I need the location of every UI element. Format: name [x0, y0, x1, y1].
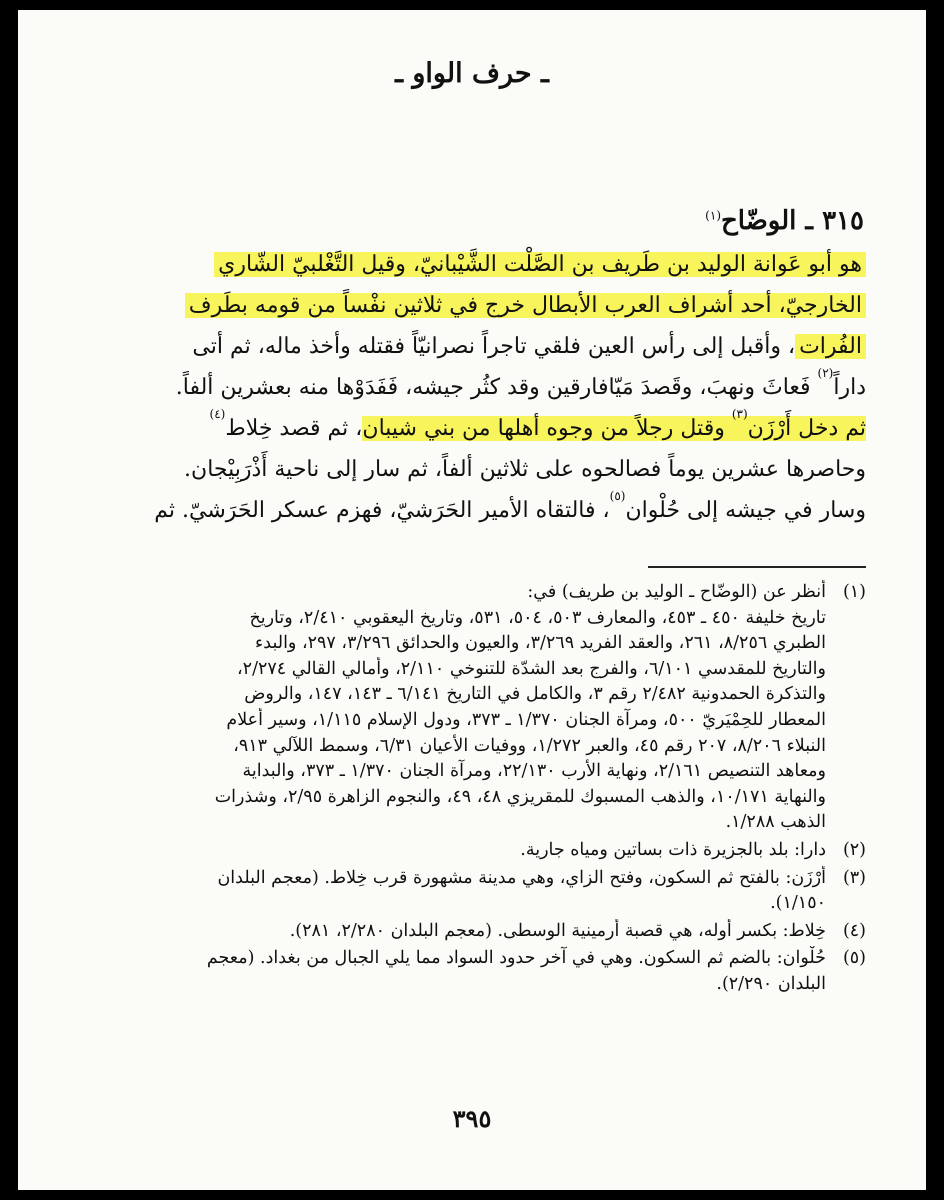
- footnote: [76, 580, 866, 836]
- footnote-line: خِلاط: بكسر أوله، هي قصبة أرمينية الوسطى. (معجم البلدان ٢/٢٨٠، ٢٨١).: [289, 920, 826, 941]
- highlighted-text: الفُرات: [795, 334, 866, 359]
- footnote-line: النبلاء ٨/٢٠٦، ٢٠٧ رقم ٤٥، والعبر ١/٢٧٢، ووفيات الأعيان ٦/٣١، وسمط اللآلي ٩١٣،: [233, 735, 826, 756]
- body-text: وقتل رجلاً من وجوه أهلها من بني شيبان: [362, 416, 732, 441]
- body-text: فَعاثَ ونهبَ، وقَصدَ مَيّافارقين وقد كثُر جيشه، فَفَدَوْها منه بعشرين ألفاً.: [175, 375, 818, 400]
- footnote-number: (١): [842, 582, 866, 602]
- footnote-line: الذهب ١/٢٨٨.: [725, 812, 826, 833]
- footnote: [76, 838, 866, 864]
- footnote: [76, 866, 866, 917]
- footnote-line: ١/١٥٠).: [770, 893, 826, 914]
- highlighted-text: هو أبو عَوانة الوليد بن طَريف بن الصَّلْت الشَّيْبانيّ، وقيل التَّغْلبيّ الشّاري: [214, 252, 866, 277]
- body-text: ثم دخل أَرْزَن: [747, 416, 866, 441]
- footnote-line: أَرْزَن: بالفتح ثم السكون، وفتح الزاي، وهي مدينة مشهورة قرب خِلاط. (معجم البلدان: [217, 867, 826, 888]
- footnote-number: (٣): [842, 867, 866, 888]
- footnote-line: دارا: بلد بالجزيرة ذات بساتين ومياه جارية.: [520, 839, 826, 860]
- entry-body: [78, 244, 866, 531]
- footnote-line: المعطار للحِمْيَريّ ٥٠٠، ومرآة الجنان ١/٣٧٠ ـ ٣٧٣، ودول الإسلام ١/١١٥، وسير أعلام: [226, 709, 826, 730]
- footnote: [76, 919, 866, 945]
- footnote-line: والتاريخ للمقدسي ٦/١٠١، والفرج بعد الشدّة للتنوخي ٢/١١٠، وأمالي القالي ٢/٢٧٤،: [237, 658, 826, 679]
- footnote-body: [76, 919, 826, 945]
- footnote-body: [76, 580, 826, 836]
- footnote-body: [76, 946, 826, 997]
- body-line: [78, 449, 866, 490]
- body-text: ، فالتقاه الأمير الحَرَشيّ، فهزم عسكر الحَرَشيّ. ثم: [154, 498, 610, 523]
- footnote-line: البلدان ٢/٢٩٠).: [716, 973, 826, 994]
- body-line: [78, 490, 866, 531]
- footnote-line: حُلْوان: بالضم ثم السكون. وهي في آخر حدود السواد مما يلي الجبال من بغداد. (معجم: [206, 948, 826, 969]
- footnote-ref: (٣): [731, 408, 748, 421]
- body-line: [78, 244, 866, 285]
- highlighted-text: [362, 408, 866, 441]
- footnote-line: الطبري ٨/٢٥٦، ٢٦١، والعقد الفريد ٣/٢٦٩، والعيون والحدائق ٣/٢٩٦، ٢٩٧، والبدء: [255, 633, 826, 654]
- body-line: [78, 285, 866, 326]
- body-text: وحاصرها عشرين يوماً فصالحوه على ثلاثين ألفاً، ثم سار إلى ناحية أَذْرَبِيْجان.: [184, 457, 866, 482]
- footnote-line: تاريخ خليفة ٤٥٠ ـ ٤٥٣، والمعارف ٥٠٣، ٥٠٤، ٥٣١، وتاريخ اليعقوبي ٢/٤١٠، وتاريخ: [249, 607, 826, 628]
- footnote-line: والنهاية ١٠/١٧١، والذهب المسبوك للمقريزي ٤٨، ٤٩، والنجوم الزاهرة ٢/٩٥، وشذرات: [214, 786, 826, 807]
- footnote-body: [76, 838, 826, 864]
- entry-title-text: ٣١٥ ـ الوضّاح: [721, 206, 864, 236]
- footnote-ref: (٤): [209, 408, 226, 421]
- highlighted-text: الخارجيّ، أحد أشراف العرب الأبطال خرج في ثلاثين نفْساً من قومه بطَرف: [185, 293, 866, 318]
- page-header: ـ حرف الواو ـ: [395, 58, 549, 89]
- page-number: ٣٩٥: [452, 1104, 492, 1133]
- footnote-line: والتذكرة الحمدونية ٢/٤٨٢ رقم ٣، والكامل في التاريخ ٦/١٤١ ـ ١٤٣، ١٤٧، والروض: [244, 684, 826, 705]
- footnote-body: [76, 866, 826, 917]
- body-line: [78, 408, 866, 449]
- footnote-number: (٥): [842, 948, 866, 969]
- body-line: [78, 367, 866, 408]
- footnote-divider: [648, 566, 866, 568]
- footnote-line: ومعاهد التنصيص ٢/١٦١، ونهاية الأرب ٢٢/١٣٠، ومرآة الجنان ١/٣٧٠ ـ ٣٧٣، والبداية: [242, 761, 826, 782]
- footnote-number: (٤): [842, 920, 866, 941]
- footnote-ref: (٥): [609, 490, 626, 503]
- body-text: ، ثم قصد خِلاط: [225, 416, 363, 441]
- entry-title: [705, 206, 864, 236]
- body-text: داراً: [833, 375, 866, 400]
- footnote-ref: (٢): [817, 367, 834, 380]
- book-page: [18, 10, 926, 1190]
- footnote-line: أنظر عن (الوضّاح ـ الوليد بن طريف) في:: [527, 582, 826, 602]
- footnote: [76, 946, 866, 997]
- footnotes: [76, 580, 866, 1000]
- footnote-number: (٢): [842, 839, 866, 860]
- entry-title-footnote-ref: (١): [705, 208, 721, 223]
- body-text: ، وأقبل إلى رأس العين فلقي تاجراً نصرانيّاً فقتله وأخذ ماله، ثم أتى: [192, 334, 796, 359]
- body-text: وسار في جيشه إلى حُلْوان: [625, 498, 866, 523]
- body-line: [78, 326, 866, 367]
